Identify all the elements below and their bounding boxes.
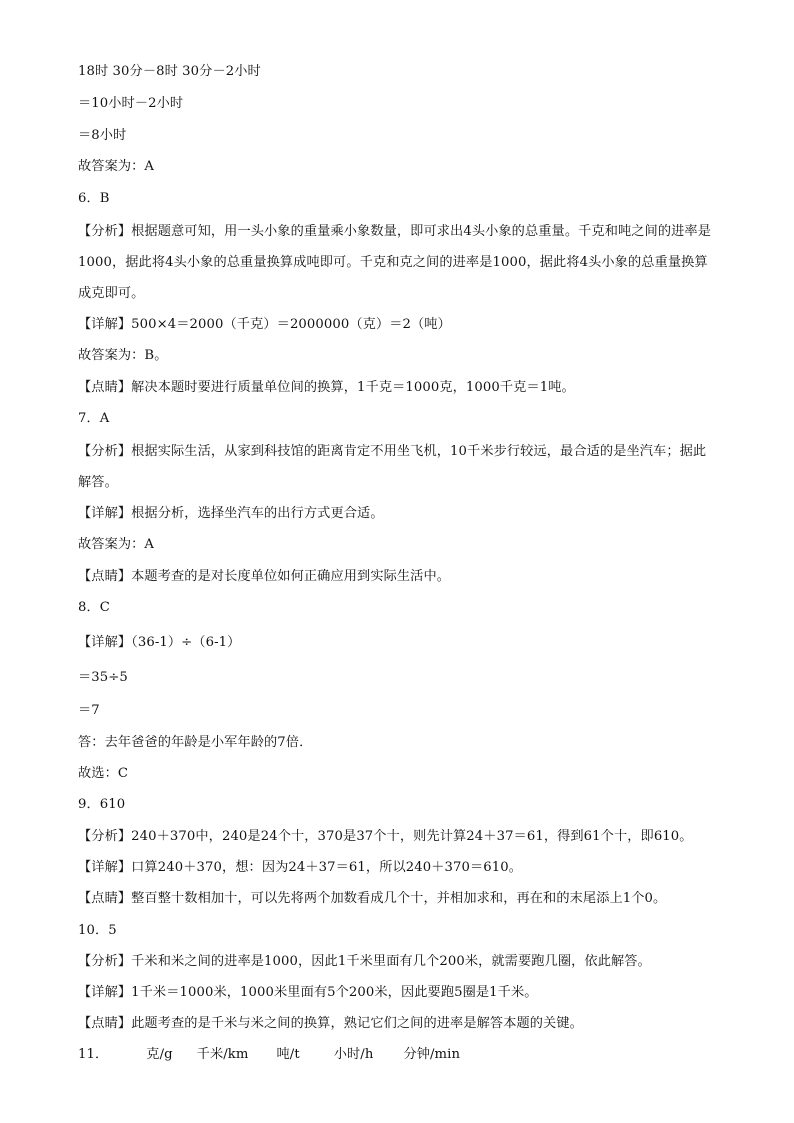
unit-item: 千米/km [196, 1047, 249, 1062]
answer-line: 答：去年爸爸的年龄是小军年龄的7倍． [78, 735, 313, 750]
comment-line: 【点睛】本题考查的是对长度单位如何正确应用到实际生活中。 [78, 569, 451, 584]
unit-item: 小时/h [333, 1047, 374, 1062]
text-line: ＝8小时 [78, 128, 127, 143]
text-line: ＝35÷5 [78, 670, 128, 685]
comment-line: 【点睛】整百整十数相加十，可以先将两个加数看成几个十，并相加求和，再在和的末尾添上1个0。 [78, 891, 667, 906]
comment-line: 【点睛】解决本题时要进行质量单位间的换算，1千克＝1000克，1000千克＝1吨。 [78, 380, 575, 395]
unit-item: 分钟/min [403, 1047, 461, 1062]
unit-item: 吨/t [276, 1047, 300, 1062]
question-number: 9．610 [78, 797, 126, 812]
question-number: 11． [78, 1047, 109, 1062]
text-line: 故答案为：B。 [78, 348, 168, 363]
detail-line: 【详解】500×4＝2000（千克）＝2000000（克）＝2（吨） [78, 317, 451, 332]
analysis-paragraph: 【分析】根据实际生活，从家到科技馆的距离肯定不用坐飞机，10千米步行较远，最合适的是坐汽车；据此解答。 [78, 444, 707, 490]
analysis-paragraph: 【分析】根据题意可知，用一头小象的重量乘小象数量，即可求出4头小象的总重量。千克和吨之间的进率是1000，据此将4头小象的总重量换算成吨即可。千克和克之间的进率是1000，据此将4头小象的总重量换算成克即可。 [78, 224, 711, 301]
comment-line: 【点睛】此题考查的是千米与米之间的换算，熟记它们之间的进率是解答本题的关键。 [78, 1016, 583, 1031]
question-11-units [78, 1045, 716, 1065]
question-number: 10．5 [78, 923, 117, 938]
analysis-line: 【分析】千米和米之间的进率是1000，因此1千米里面有几个200米，就需要跑几圈，依此解答。 [78, 954, 651, 969]
question-number: 8．C [78, 600, 110, 615]
detail-line: 【详解】（36-1）÷（6-1） [78, 635, 241, 650]
text-line: 18时 30分－8时 30分－2小时 [78, 64, 261, 79]
text-line: 故答案为：A [78, 159, 155, 174]
text-line: 故选：C [78, 766, 129, 781]
detail-line: 【详解】口算240＋370，想：因为24＋37＝61，所以240＋370＝610。 [78, 860, 523, 875]
unit-item: 克/g [146, 1047, 173, 1062]
text-line: 故答案为：A [78, 537, 155, 552]
question-number: 7．A [78, 411, 110, 426]
detail-line: 【详解】根据分析，选择坐汽车的出行方式更合适。 [78, 506, 384, 521]
detail-line: 【详解】1千米＝1000米，1000米里面有5个200米，因此要跑5圈是1千米。 [78, 985, 538, 1000]
text-line: ＝7 [78, 703, 100, 718]
text-line: ＝10小时－2小时 [78, 96, 184, 111]
analysis-line: 【分析】240＋370中，240是24个十，370是37个十，则先计算24＋37＝61，得到61个十，即610。 [78, 829, 693, 844]
question-number: 6．B [78, 191, 110, 206]
